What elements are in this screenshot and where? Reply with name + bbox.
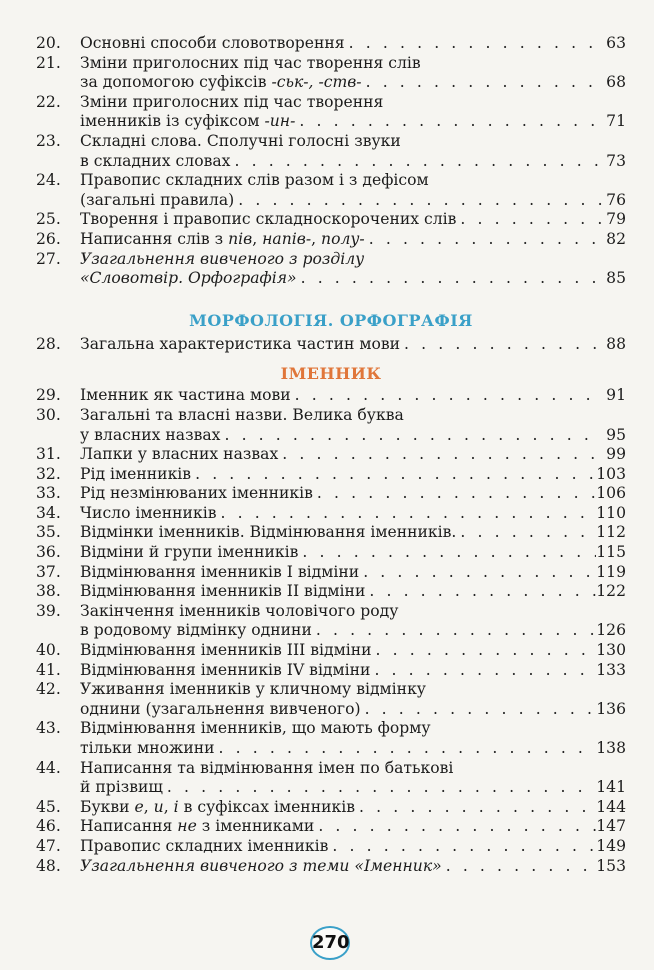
entry-body [80,504,626,524]
entry-number: 44. [36,758,61,777]
dot-leader [313,484,596,504]
entry-number: 45. [36,797,61,816]
entry-title-line: Зміни приголосних під час творення слів [80,53,421,72]
toc-entry[interactable] [36,406,626,445]
toc-entry[interactable] [36,504,626,524]
toc-entry[interactable] [36,484,626,504]
entry-number: 39. [36,601,61,620]
toc-entry[interactable] [36,465,626,485]
entry-last-line [80,739,626,759]
entry-last-line [80,210,626,230]
page-reference: 138 [596,739,626,757]
toc-entry[interactable] [36,857,626,877]
page-reference: 122 [596,582,626,601]
dot-leader [295,112,602,132]
toc-entry[interactable] [36,230,626,250]
entry-last-line [80,230,626,250]
toc-entry[interactable] [36,759,626,798]
section-heading: МОРФОЛОГІЯ. ОРФОГРАФІЯ [189,310,473,330]
entry-title-line: Складні слова. Сполучні голосні звуки [80,131,401,150]
toc-entry[interactable] [36,582,626,602]
entry-number: 28. [36,334,61,353]
page-reference: 95 [606,425,626,444]
entry-title-part: -ин- [264,112,296,131]
toc-entry[interactable] [36,817,626,837]
page-reference: 71 [606,112,626,131]
entry-last-line [80,112,626,132]
entry-title-text: Рід іменників [80,464,192,483]
entry-last-line [80,563,626,583]
entry-body [80,582,626,602]
toc-entry[interactable] [36,210,626,230]
entry-last-line [80,335,626,355]
entry-last-line [80,837,626,857]
toc-entry[interactable] [36,661,626,681]
dot-leader [297,269,602,289]
page-reference: 147 [596,817,626,836]
entry-last-line [80,504,626,524]
entry-number: 38. [36,582,61,601]
dot-leader [220,426,602,446]
entry-last-line [80,778,626,798]
entry-last-line [80,152,626,172]
page-reference: 126 [596,621,626,640]
page-reference: 112 [596,523,626,542]
entry-title-part: напів- [262,229,312,248]
entry-number: 37. [36,562,61,581]
page-number: 270 [310,926,350,960]
entry-title-text: в складних словах [80,151,231,170]
entry-number: 32. [36,464,61,483]
entry-title-line: Правопис складних слів разом і з дефісом [80,171,429,190]
toc-entry[interactable] [36,386,626,406]
entry-title-text: Число іменників [80,503,217,522]
entry-title-part: пів [228,229,253,248]
entry-title-part: і [173,797,179,816]
entry-title-part: за допомогою суфіксів [80,73,272,92]
dot-leader [372,641,597,661]
page-reference: 82 [606,229,626,248]
entry-title-text: Відмінки іменників. Відмінювання іменників. [80,523,457,542]
entry-number: 23. [36,131,61,150]
entry-title-part: не [177,817,197,836]
page-reference: 130 [596,641,626,660]
dot-leader [365,582,596,602]
entry-last-line [80,582,626,602]
entry-title-text: Загальна характеристика частин мови [80,334,401,353]
entry-number: 22. [36,92,61,111]
entry-title-part: з іменниками [196,817,315,836]
dot-leader [362,73,602,93]
entry-last-line [80,34,626,54]
entry-last-line [80,661,626,681]
entry-title-text: «Словотвір. Орфографія» [80,269,297,288]
entry-last-line [80,621,626,641]
entry-body [80,386,626,406]
entry-title-line: Написання та відмінювання імен по батькові [80,758,454,777]
entry-last-line [80,523,626,543]
entry-body [80,798,626,818]
entry-title-line: Відмінювання іменників, що мають форму [80,719,431,738]
entry-title-line: Узагальнення вивченого з розділу [80,249,365,268]
entry-number: 25. [36,210,61,229]
toc-entry[interactable] [36,837,626,857]
entry-number: 43. [36,719,61,738]
entry-last-line [80,269,626,289]
page-reference: 103 [596,464,626,483]
entry-title-text: Відмінювання іменників ІІІ відміни [80,641,372,660]
table-of-contents [36,34,626,876]
entry-last-line [80,817,626,837]
dot-leader [355,798,596,818]
page-reference: 144 [596,797,626,816]
entry-last-line [80,798,626,818]
entry-body [80,661,626,681]
toc-entry[interactable] [36,93,626,132]
entry-body [80,857,626,877]
entry-last-line [80,700,626,720]
entry-number: 26. [36,229,61,248]
toc-entry[interactable] [36,641,626,661]
entry-number: 46. [36,817,61,836]
entry-number: 42. [36,680,61,699]
entry-title-text: у власних назвах [80,425,221,444]
entry-title-text: Відмінювання іменників IV відміни [80,660,371,679]
entry-body [80,680,626,719]
toc-entry[interactable] [36,543,626,563]
page-reference: 73 [606,151,626,170]
entry-title-part: и [153,797,164,816]
entry-body [80,523,626,543]
entry-last-line [80,857,626,877]
toc-entry[interactable] [36,34,626,54]
dot-leader [216,504,596,524]
page-reference: 99 [606,445,626,464]
entry-number: 40. [36,641,61,660]
entry-title-text [80,798,355,818]
dot-leader [298,543,596,563]
entry-title-part: в суфіксах іменників [178,797,355,816]
toc-entry[interactable] [36,602,626,641]
entry-title-line: Зміни приголосних під час творення [80,92,384,111]
page-reference: 133 [596,660,626,679]
entry-title-text [80,112,295,132]
dot-leader [361,700,597,720]
entry-title-text: Рід незмінюваних іменників [80,484,313,503]
entry-last-line [80,445,626,465]
entry-title-part: іменників із суфіксом [80,112,265,131]
entry-body [80,465,626,485]
entry-title-text: Відміни й групи іменників [80,543,299,562]
toc-entry[interactable] [36,798,626,818]
entry-title-part: полу- [321,229,365,248]
entry-body [80,817,626,837]
dot-leader [359,563,596,583]
entry-number: 20. [36,34,61,52]
toc-entry[interactable] [36,445,626,465]
entry-body [80,230,626,250]
entry-title-text: в родовому відмінку однини [80,621,312,640]
entry-title-text: Основні способи словотворення [80,34,345,52]
page-reference: 141 [596,778,626,797]
entry-title-part: , [252,229,263,248]
entry-body [80,54,626,93]
entry-number: 47. [36,836,61,855]
entry-title-part: Написання слів з [80,229,229,248]
entry-body [80,93,626,132]
toc-entry[interactable] [36,335,626,355]
dot-leader [291,386,602,406]
dot-leader [442,857,597,877]
entry-number: 24. [36,171,61,190]
entry-body [80,210,626,230]
dot-leader [456,523,596,543]
entry-title-part: , [143,797,154,816]
entry-title-text [80,817,314,837]
dot-leader [230,152,602,172]
entry-title-line: Уживання іменників у кличному відмінку [80,680,426,699]
entry-number: 35. [36,523,61,542]
page-reference: 88 [606,334,626,353]
entry-number: 27. [36,249,61,268]
dot-leader [215,739,597,759]
entry-body [80,543,626,563]
entry-body [80,602,626,641]
entry-body [80,641,626,661]
dot-leader [400,335,602,355]
dot-leader [314,817,596,837]
entry-title-text: й прізвищ [80,778,163,797]
entry-last-line [80,191,626,211]
page-reference: 63 [606,34,626,52]
entry-body [80,445,626,465]
entry-title-line: Закінчення іменників чоловічого роду [80,601,399,620]
dot-leader [365,230,602,250]
entry-last-line [80,386,626,406]
entry-body [80,335,626,355]
entry-number: 29. [36,386,61,405]
entry-number: 36. [36,543,61,562]
dot-leader [328,837,596,857]
entry-number: 33. [36,484,61,503]
entry-number: 34. [36,503,61,522]
entry-title-text: Творення і правопис складноскорочених слів [80,210,457,229]
entry-number: 31. [36,445,61,464]
entry-title-text: однини (узагальнення вивченого) [80,699,361,718]
entry-title-line: Загальні та власні назви. Велика буква [80,405,404,424]
entry-number: 21. [36,53,61,72]
page-reference: 115 [596,543,626,562]
entry-title-part: е [134,797,144,816]
page-reference: 106 [596,484,626,503]
entry-title-text: тільки множини [80,739,215,757]
section-heading: ІМЕННИК [280,364,382,384]
entry-body [80,132,626,171]
entry-title-text [80,73,362,93]
dot-leader [370,661,596,681]
entry-title-text: (загальні правила) [80,190,235,209]
entry-number: 41. [36,660,61,679]
page-reference: 76 [606,190,626,209]
page-reference: 91 [606,386,626,405]
entry-title-text: Правопис складних іменників [80,836,329,855]
entry-body [80,759,626,798]
entry-last-line [80,543,626,563]
entry-title-part: , [311,229,322,248]
dot-leader [191,465,596,485]
dot-leader [345,34,602,54]
entry-last-line [80,641,626,661]
entry-number: 48. [36,856,61,875]
page-reference: 149 [596,836,626,855]
page-reference: 79 [606,210,626,229]
entry-title-part: Букви [80,797,135,816]
entry-title-part: Написання [80,817,178,836]
entry-title-text: Узагальнення вивченого з теми «Іменник» [80,856,442,875]
entry-last-line [80,73,626,93]
entry-title-text: Іменник як частина мови [80,386,291,405]
toc-entry[interactable] [36,132,626,171]
entry-body [80,719,626,758]
entry-title-text: Відмінювання іменників ІІ відміни [80,582,366,601]
dot-leader [456,210,602,230]
page-reference: 85 [606,269,626,288]
page-reference: 110 [596,503,626,522]
entry-body [80,34,626,54]
entry-title-part: , [163,797,174,816]
dot-leader [278,445,602,465]
entry-title-part: -ськ-, -ств- [271,73,362,92]
entry-last-line [80,465,626,485]
dot-leader [163,778,596,798]
entry-title-text: Лапки у власних назвах [80,445,279,464]
page-reference: 68 [606,73,626,92]
entry-body [80,837,626,857]
toc-entry[interactable] [36,54,626,93]
entry-title-text: Відмінювання іменників І відміни [80,562,360,581]
entry-body [80,563,626,583]
toc-entry[interactable] [36,680,626,719]
entry-body [80,406,626,445]
toc-entry[interactable] [36,719,626,758]
toc-entry[interactable] [36,171,626,210]
dot-leader [234,191,602,211]
toc-entry[interactable] [36,523,626,543]
entry-number: 30. [36,405,61,424]
entry-last-line [80,426,626,446]
page-reference: 119 [596,562,626,581]
dot-leader [312,621,596,641]
entry-title-text [80,230,365,250]
page-reference: 136 [596,699,626,718]
entry-last-line [80,484,626,504]
toc-entry[interactable] [36,563,626,583]
entry-body [80,484,626,504]
entry-body [80,250,626,289]
entry-body [80,171,626,210]
toc-entry[interactable] [36,250,626,289]
page-reference: 153 [596,856,626,875]
